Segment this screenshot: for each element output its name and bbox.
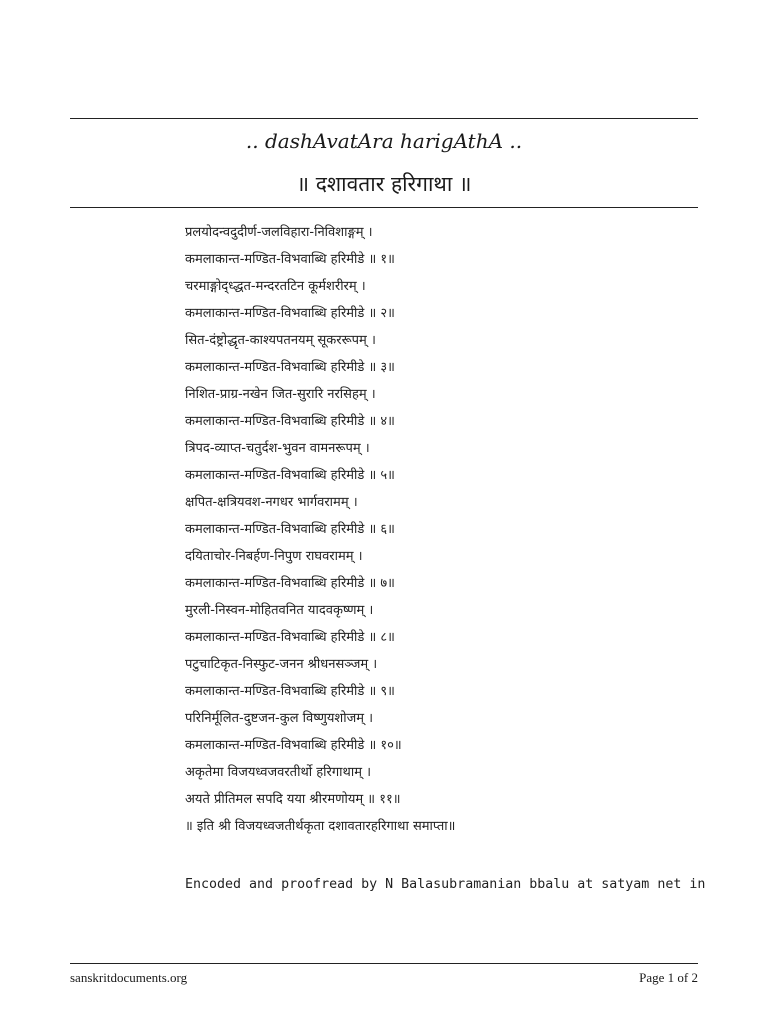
colophon-line: ॥ इति श्री विजयध्वजतीर्थकृता दशावतारहरिगाथा समाप्ता॥ [185,819,456,834]
verse-line: कमलाकान्त-मण्डित-विभवाब्धि हरिमीडे ॥ ६॥ [185,522,395,537]
verse-list [185,219,705,840]
verse-line: चरमाङ्गोद्ध्द्धत-मन्दरतटिन कूर्मशरीरम् । [185,279,366,294]
footer-site: sanskritdocuments.org [70,970,188,985]
footer-page-number: Page 1 of 2 [639,970,698,985]
verse-line: निशित-प्राग्र-नखेन जित-सुरारि नरसिहम् । [185,387,376,402]
title-rule [70,207,698,208]
verse-line: कमलाकान्त-मण्डित-विभवाब्धि हरिमीडे ॥ ५॥ [185,468,395,483]
verse-line: क्षपित-क्षत्रियवश-नगधर भार्गवरामम् । [185,495,358,510]
verse-line: कमलाकान्त-मण्डित-विभवाब्धि हरिमीडे ॥ ९॥ [185,684,395,699]
page-title-devanagari: ॥ दशावतार हरिगाथा ॥ [296,172,472,196]
verse-line: कमलाकान्त-मण्डित-विभवाब्धि हरिमीडे ॥ ७॥ [185,576,395,591]
verse-line: कमलाकान्त-मण्डित-विभवाब्धि हरिमीडे ॥ १॥ [185,252,395,267]
verse-line: अकृतेमा विजयध्वजवरतीर्थो हरिगाथाम् । [185,765,372,780]
verse-line: मुरली-निस्वन-मोहितवनित यादवकृष्णम् । [185,603,374,618]
verse-line: त्रिपद-व्याप्त-चतुर्दश-भुवन वामनरूपम् । [185,441,370,456]
verse-line: कमलाकान्त-मण्डित-विभवाब्धि हरिमीडे ॥ ८॥ [185,630,395,645]
verse-line: पटुचाटिकृत-निस्फुट-जनन श्रीधनसञ्जम् । [185,657,378,672]
top-rule [70,118,698,119]
verse-line: कमलाकान्त-मण्डित-विभवाब्धि हरिमीडे ॥ ३॥ [185,360,395,375]
verse-line: परिनिर्मूलित-दुष्टजन-कुल विष्णुयशोजम् । [185,711,374,726]
credit-line: Encoded and proofread by N Balasubramanian bbalu at satyam net in [185,877,706,892]
footer-rule [70,963,698,964]
verse-line: कमलाकान्त-मण्डित-विभवाब्धि हरिमीडे ॥ २॥ [185,306,395,321]
verse-line: सित-दंष्ट्रोद्धृत-काश्यपतनयम् सूकररूपम् । [185,333,376,348]
verse-line: कमलाकान्त-मण्डित-विभवाब्धि हरिमीडे ॥ ४॥ [185,414,395,429]
verse-line: दयिताचोर-निबर्हण-निपुण राघवरामम् । [185,549,363,564]
page-title-transliterated: .. dashAvatAra harigAthA .. [245,129,523,153]
verse-line: प्रलयोदन्वदुदीर्ण-जलविहारा-निविशाङ्गम् । [185,225,373,240]
verse-line: अयते प्रीतिमल सपदि यया श्रीरमणोयम् ॥ ११॥ [185,792,401,807]
verse-line: कमलाकान्त-मण्डित-विभवाब्धि हरिमीडे ॥ १०॥ [185,738,402,753]
